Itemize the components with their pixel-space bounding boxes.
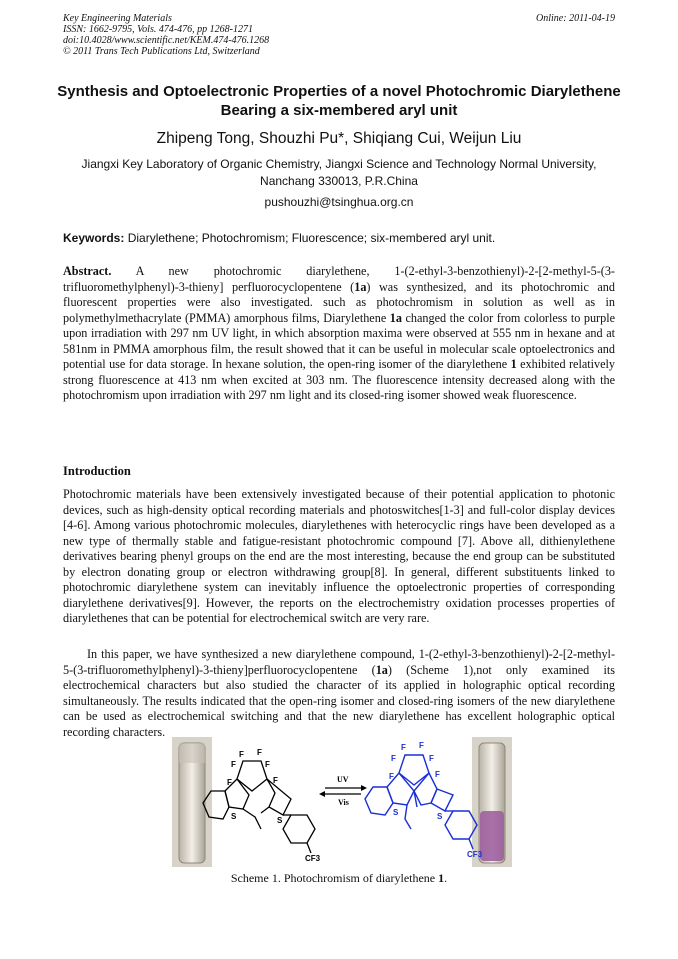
section-heading-introduction: Introduction (63, 464, 131, 478)
copyright-line: © 2011 Trans Tech Publications Ltd, Switzerland (63, 46, 260, 57)
paper-title: Synthesis and Optoelectronic Properties of a novel Photochromic Diarylethene Bearing a six-membered aryl unit (57, 83, 621, 119)
cf3-label: CF3 (305, 854, 321, 863)
online-date: Online: 2011-04-19 (536, 13, 615, 24)
scheme-caption (40, 871, 638, 886)
atom-label-s: S (277, 816, 283, 825)
abstract-text: ) was synthesized, and its photochromic and fluorescent properties were also investigated. such as photochromism in solution as well as in polymethylmethacrylate (PMMA) amorphous films, Diarylethene (63, 279, 615, 325)
introduction-paragraph-2 (63, 647, 615, 740)
keywords-line (63, 231, 615, 245)
caption-text: Scheme 1. Photochromism of diarylethene (230, 871, 439, 885)
author-list: Zhipeng Tong, Shouzhi Pu*, Shiqiang Cui, Weijun Liu (156, 130, 522, 147)
photochromism-scheme (165, 733, 515, 868)
abstract-text: A new photochromic diarylethene, 1-(2-ethyl-3-benzothienyl)-2-[2-methyl-5-(3-trifluoromethylphenyl)-3-thieny] perfluorocyclopentene ( (63, 264, 615, 294)
caption-end: . (444, 871, 448, 885)
vis-label: Vis (338, 798, 349, 807)
atom-label-f: F (239, 750, 244, 759)
atom-label-f: F (231, 760, 236, 769)
contact-email: pushouzhi@tsinghua.org.cn (264, 195, 414, 209)
reaction-arrows (319, 775, 367, 807)
issn-line: ISSN: 1662-9795, Vols. 474-476, pp 1268-1271 (63, 24, 253, 35)
atom-label-f: F (419, 741, 424, 750)
compound-ref: 1 (510, 357, 517, 371)
intro-text: In this paper, we have synthesized a new diarylethene compound, 1-(2-ethyl-3-benzothienyl)-2-[2-methyl-5-(3-trifluoromethylphenyl)-3-thieny]perfluorocyclopentene ( (63, 647, 615, 677)
atom-label-f: F (273, 776, 278, 785)
atom-label-f: F (401, 743, 406, 752)
atom-label-f: F (429, 754, 434, 763)
journal-name: Key Engineering Materials (63, 13, 172, 24)
compound-ref: 1a (389, 310, 402, 325)
introduction-paragraph-1: Photochromic materials have been extensively investigated because of their potential application to photonic devices, such as high-density optical recording materials and photoswitches[1-3] and full-color display devices [4-6]. Among various photochromic molecules, diarylethenes with heterocyclic rings have been developed as a new type of thermally stable and fatigue-resistant photochromic compound [7]. Above all, dithienylethene derivatives bearing phenyl groups on the end are the most interesting, because the end group can be substituted by electron donating group or electron withdrawing group[8]. In general, different substituents linked to photochromic diarylethene system can inevitably influence the optoelectronic properties of corresponding diarylethene derivatives[9]. However, the reports on the electrochemistry oxidation processes properties of diarylethenes that can be potential for electrochemical switch are very rare. (63, 487, 615, 625)
closed-ring-isomer-structure (365, 755, 477, 849)
atom-label-f: F (257, 748, 262, 757)
abstract-paragraph (63, 264, 615, 404)
abstract-label: Abstract. (63, 264, 112, 278)
abstract-text: exhibited relatively strong fluorescence at 413 nm when excited at 303 nm. The fluorescence intensity decreased along with the photochromism upon irradiation with 297 nm light and its closed-ring isomer showed weak fluorescence. (63, 357, 616, 402)
atom-label-f: F (391, 754, 396, 763)
keywords-text: Diarylethene; Photochromism; Fluorescence; six-membered aryl unit. (124, 231, 496, 245)
open-ring-isomer-structure (203, 761, 315, 853)
compound-ref: 1a (375, 662, 388, 677)
doi-line: doi:10.4028/www.scientific.net/KEM.474-476.1268 (63, 35, 270, 46)
atom-label-f: F (265, 760, 270, 769)
journal-header (63, 13, 615, 57)
cf3-label: CF3 (467, 850, 483, 859)
intro-text: ) (Scheme 1),not only examined its electrochemical characters but also studied the character of its applied in holographic optical recording simultaneously. The results indicated that the open-ring isomer and closed-ring isomers of the new diarylethene can be used as electrochemical switching and that the new diarylethene has excellent holographic optical recording characters. (63, 662, 615, 739)
atom-label-f: F (227, 778, 232, 787)
atom-label-s: S (437, 812, 443, 821)
compound-ref: 1 (438, 871, 445, 885)
atom-label-s: S (231, 812, 237, 821)
atom-label-f: F (435, 770, 440, 779)
compound-ref: 1a (354, 279, 367, 294)
affiliation: Jiangxi Key Laboratory of Organic Chemistry, Jiangxi Science and Technology Normal University, Nanchang 330013, P.R.China (81, 157, 597, 188)
keywords-label: Keywords: (63, 231, 125, 245)
uv-label: UV (337, 775, 349, 784)
abstract-text: changed the color from colorless to purple upon irradiation with 297 nm UV light, in which absorption maxima were observed at 555 nm in hexane and at 581nm in PMMA amorphous film, the result showed that it can be useful in molecular scale optoelectronics and potential use for data storage. In hexane solution, the open-ring isomer of the diarylethene (63, 310, 615, 371)
atom-label-f: F (389, 772, 394, 781)
atom-label-s: S (393, 808, 399, 817)
